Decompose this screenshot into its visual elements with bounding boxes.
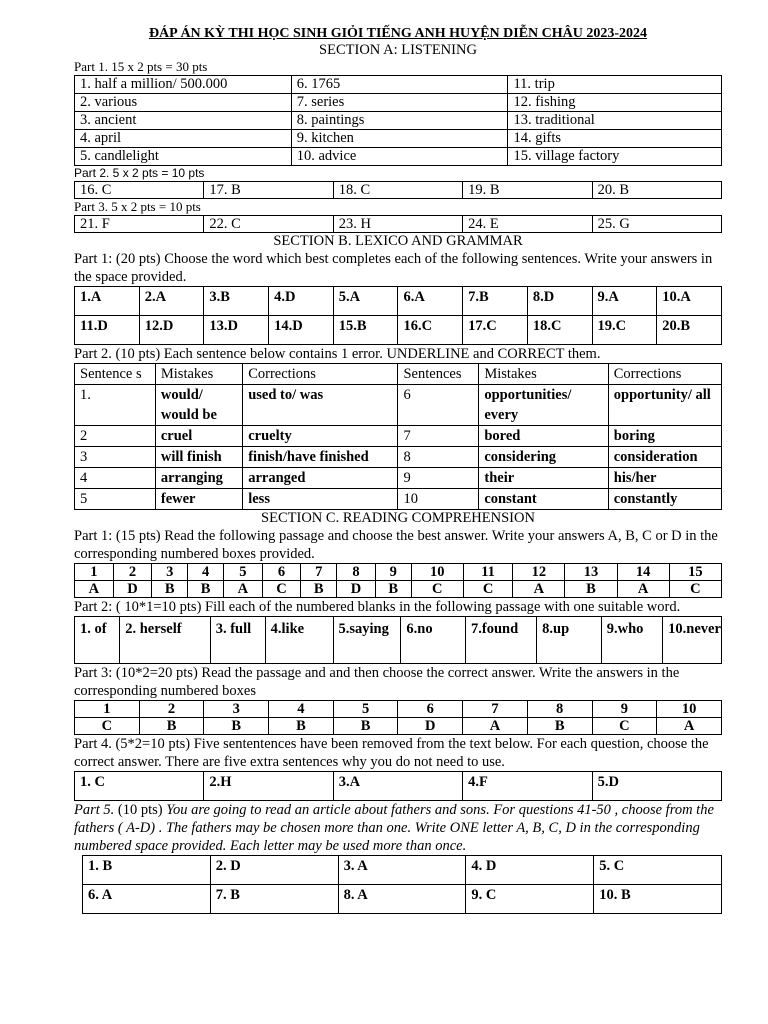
question-number-cell: 9	[375, 564, 411, 581]
answer-cell: opportunities/ every	[479, 385, 608, 426]
answer-cell: 4. D	[466, 856, 594, 885]
answer-cell: 2. herself	[120, 617, 211, 664]
answer-cell: 16.C	[398, 316, 463, 345]
answer-cell: 8.D	[527, 287, 592, 316]
answer-cell: A	[75, 581, 114, 598]
reading-part3-instructions: Part 3: (10*2=20 pts) Read the passage and and then choose the correct answer. Write the answers in the corresponding numbered boxes	[74, 665, 680, 699]
answer-cell: 6. 1765	[291, 76, 508, 94]
answer-cell: C	[75, 718, 140, 735]
table-row	[75, 76, 722, 94]
column-header: Corrections	[243, 364, 398, 385]
answer-cell: 25. G	[592, 216, 721, 233]
answer-cell: 1. half a million/ 500.000	[75, 76, 292, 94]
answer-cell: 5. C	[594, 856, 722, 885]
listening-part1-label: Part 1. 15 x 2 pts = 30 pts	[74, 59, 208, 74]
answer-cell: 1. B	[83, 856, 211, 885]
question-number-cell: 4	[269, 701, 334, 718]
section-c-heading: SECTION C. READING COMPREHENSION	[261, 510, 535, 526]
question-number-cell: 9	[592, 701, 657, 718]
answer-cell: arranging	[155, 468, 242, 489]
answer-cell: 15.B	[333, 316, 398, 345]
page-title: ĐÁP ÁN KỲ THI HỌC SINH GIỎI TIẾNG ANH HUYỆN DIỄN CHÂU 2023-2024	[148, 26, 648, 41]
answer-cell: 6.A	[398, 287, 463, 316]
answer-cell: 5.D	[592, 772, 721, 801]
answer-cell: consideration	[608, 447, 721, 468]
answer-cell: 4. april	[75, 130, 292, 148]
answer-cell: 19. B	[463, 182, 592, 199]
listening-part1-table	[74, 75, 722, 166]
answer-cell: 8	[398, 447, 479, 468]
answer-cell: 3. A	[338, 856, 466, 885]
answer-cell: 23. H	[333, 216, 462, 233]
question-number-cell: 14	[617, 564, 669, 581]
answer-cell: finish/have finished	[243, 447, 398, 468]
answer-cell: 14. gifts	[508, 130, 722, 148]
answer-cell: 7.found	[466, 617, 537, 664]
question-number-cell: 7	[301, 564, 337, 581]
table-row	[75, 489, 722, 510]
question-number-cell: 10	[657, 701, 722, 718]
lexico-part1-instructions: Part 1: (20 pts) Choose the word which best completes each of the following sentences. Write your answers in the space provided.	[74, 251, 713, 285]
answer-cell: 19.C	[592, 316, 657, 345]
answer-cell: 2. various	[75, 94, 292, 112]
answer-cell: 12. fishing	[508, 94, 722, 112]
reading-part1-table	[74, 563, 722, 598]
answer-cell: 8. paintings	[291, 112, 508, 130]
answer-cell: C	[411, 581, 463, 598]
answer-cell: 8.up	[537, 617, 602, 664]
answer-cell: B	[333, 718, 398, 735]
section-b-heading: SECTION B. LEXICO AND GRAMMAR	[273, 233, 523, 249]
answer-cell: 11.D	[75, 316, 140, 345]
reading-part5-instructions	[74, 801, 722, 855]
table-header-row	[75, 364, 722, 385]
answer-cell: B	[152, 581, 188, 598]
listening-part3-label: Part 3. 5 x 2 pts = 10 pts	[74, 199, 201, 214]
question-number-cell: 2	[113, 564, 152, 581]
answer-cell: 14.D	[269, 316, 334, 345]
answer-cell: cruel	[155, 426, 242, 447]
answer-cell: 4.D	[269, 287, 334, 316]
answer-cell: 10	[398, 489, 479, 510]
answer-cell: 3. full	[210, 617, 265, 664]
question-number-cell: 6	[262, 564, 301, 581]
question-number-cell: 15	[669, 564, 721, 581]
answer-cell: B	[375, 581, 411, 598]
column-header: Mistakes	[479, 364, 608, 385]
reading-part4-instructions: Part 4. (5*2=10 pts) Five sententences have been removed from the text below. For each question, choose the correct answer. There are five extra sentences why you do not need to use.	[74, 736, 709, 770]
answer-cell: fewer	[155, 489, 242, 510]
reading-part2-table	[74, 616, 722, 664]
part5-points: (10 pts)	[114, 802, 167, 818]
lexico-part1-table	[74, 286, 722, 345]
answer-cell: 2.H	[204, 772, 333, 801]
answer-cell: would/ would be	[155, 385, 242, 426]
reading-part3-table	[74, 700, 722, 735]
answer-cell: 8. A	[338, 885, 466, 914]
question-number-cell: 1	[75, 564, 114, 581]
answer-cell: 2. D	[210, 856, 338, 885]
column-header: Corrections	[608, 364, 721, 385]
answer-cell: 5.saying	[333, 617, 401, 664]
answer-cell: 24. E	[463, 216, 592, 233]
table-row	[75, 130, 722, 148]
answer-cell: considering	[479, 447, 608, 468]
part5-instructions-text: You are going to read an article about fathers and sons. For questions 41-50 , choose from the fathers ( A-D) . The fathers may be chosen more than one. Write ONE letter A, B, C, D in the corresponding numbered space provided. Each letter may be used more than once.	[74, 802, 714, 854]
answer-cell: bored	[479, 426, 608, 447]
answer-cell: A	[224, 581, 263, 598]
answer-cell: 6. A	[83, 885, 211, 914]
answer-cell: B	[565, 581, 617, 598]
question-number-cell: 8	[337, 564, 376, 581]
answer-cell: used to/ was	[243, 385, 398, 426]
answer-cell: 1.A	[75, 287, 140, 316]
question-number-cell: 6	[398, 701, 463, 718]
answer-cell: their	[479, 468, 608, 489]
answer-cell: 13.D	[204, 316, 269, 345]
question-number-cell: 3	[152, 564, 188, 581]
table-row	[75, 385, 722, 426]
question-number-cell: 13	[565, 564, 617, 581]
answer-cell: 3. ancient	[75, 112, 292, 130]
answer-cell: his/her	[608, 468, 721, 489]
reading-part2-instructions: Part 2: ( 10*1=10 pts) Fill each of the numbered blanks in the following passage with one suitable word.	[74, 599, 681, 615]
part5-label: Part 5.	[74, 802, 115, 818]
reading-part5-table	[82, 855, 722, 914]
table-row	[75, 112, 722, 130]
answer-cell: constantly	[608, 489, 721, 510]
answer-cell: 17. B	[204, 182, 333, 199]
answer-cell: 2	[75, 426, 156, 447]
question-number-cell: 4	[188, 564, 224, 581]
answer-cell: less	[243, 489, 398, 510]
answer-cell: 1.	[75, 385, 156, 426]
answer-cell: 5. candlelight	[75, 148, 292, 166]
answer-cell: A	[657, 718, 722, 735]
answer-cell: A	[513, 581, 565, 598]
answer-cell: 11. trip	[508, 76, 722, 94]
answer-cell: B	[527, 718, 592, 735]
answer-cell: 6	[398, 385, 479, 426]
answer-cell: C	[463, 581, 512, 598]
answer-cell: will finish	[155, 447, 242, 468]
answer-cell: 10.never	[663, 617, 722, 664]
listening-part2-table	[74, 181, 722, 199]
section-a-heading: SECTION A: LISTENING	[319, 42, 477, 58]
question-number-cell: 3	[204, 701, 269, 718]
question-number-cell: 11	[463, 564, 512, 581]
question-number-cell: 1	[75, 701, 140, 718]
answer-cell: 1. of	[75, 617, 120, 664]
answer-cell: 21. F	[75, 216, 204, 233]
answer-cell: B	[204, 718, 269, 735]
lexico-part2-instructions: Part 2. (10 pts) Each sentence below contains 1 error. UNDERLINE and CORRECT them.	[74, 346, 601, 362]
answer-cell: 9. C	[466, 885, 594, 914]
answer-cell: 5	[75, 489, 156, 510]
column-header: Sentence s	[75, 364, 156, 385]
answer-cell: 9	[398, 468, 479, 489]
answer-cell: 3.B	[204, 287, 269, 316]
answer-cell: 7. series	[291, 94, 508, 112]
column-header: Mistakes	[155, 364, 242, 385]
answer-cell: 9.who	[601, 617, 662, 664]
answer-key-page	[74, 26, 722, 914]
answer-cell: A	[617, 581, 669, 598]
answer-cell: 16. C	[75, 182, 204, 199]
answer-cell: 12.D	[139, 316, 204, 345]
answer-cell: 2.A	[139, 287, 204, 316]
answer-cell: 9. kitchen	[291, 130, 508, 148]
table-row	[75, 148, 722, 166]
answer-cell: 4.like	[265, 617, 333, 664]
listening-part2-label: Part 2. 5 x 2 pts = 10 pts	[74, 166, 205, 180]
column-header: Sentences	[398, 364, 479, 385]
question-number-cell: 7	[463, 701, 528, 718]
table-row	[75, 447, 722, 468]
error-correction-table	[74, 363, 722, 510]
answer-cell: 20.B	[657, 316, 722, 345]
answer-cell: 1. C	[75, 772, 204, 801]
reading-part4-table	[74, 771, 722, 801]
reading-part1-instructions: Part 1: (15 pts) Read the following passage and choose the best answer. Write your answers A, B, C or D in the corresponding numbered boxes provided.	[74, 528, 718, 562]
answer-cell: 18. C	[333, 182, 462, 199]
answer-cell: D	[337, 581, 376, 598]
listening-part3-table	[74, 215, 722, 233]
answer-cell: C	[262, 581, 301, 598]
answer-cell: 15. village factory	[508, 148, 722, 166]
answer-cell: B	[188, 581, 224, 598]
answer-cell: 10. B	[594, 885, 722, 914]
table-row	[75, 94, 722, 112]
answer-cell: opportunity/ all	[608, 385, 721, 426]
answer-cell: 22. C	[204, 216, 333, 233]
answer-cell: B	[301, 581, 337, 598]
answer-cell: 3	[75, 447, 156, 468]
answer-cell: boring	[608, 426, 721, 447]
answer-cell: A	[463, 718, 528, 735]
answer-cell: constant	[479, 489, 608, 510]
answer-cell: B	[269, 718, 334, 735]
answer-cell: arranged	[243, 468, 398, 489]
question-number-cell: 5	[333, 701, 398, 718]
table-row	[75, 426, 722, 447]
answer-cell: 7	[398, 426, 479, 447]
question-number-cell: 2	[139, 701, 204, 718]
answer-cell: C	[592, 718, 657, 735]
question-number-cell: 5	[224, 564, 263, 581]
answer-cell: 9.A	[592, 287, 657, 316]
answer-cell: 3.A	[333, 772, 462, 801]
answer-cell: D	[113, 581, 152, 598]
answer-cell: 10.A	[657, 287, 722, 316]
answer-cell: B	[139, 718, 204, 735]
answer-cell: 17.C	[463, 316, 528, 345]
answer-cell: 20. B	[592, 182, 721, 199]
answer-cell: 10. advice	[291, 148, 508, 166]
answer-cell: cruelty	[243, 426, 398, 447]
answer-cell: 7. B	[210, 885, 338, 914]
answer-cell: 7.B	[463, 287, 528, 316]
question-number-cell: 8	[527, 701, 592, 718]
answer-cell: 4	[75, 468, 156, 489]
question-number-cell: 10	[411, 564, 463, 581]
answer-cell: 6.no	[401, 617, 466, 664]
answer-cell: 5.A	[333, 287, 398, 316]
answer-cell: 13. traditional	[508, 112, 722, 130]
table-row	[75, 468, 722, 489]
answer-cell: C	[669, 581, 721, 598]
answer-cell: 18.C	[527, 316, 592, 345]
answer-cell: 4.F	[463, 772, 592, 801]
question-number-cell: 12	[513, 564, 565, 581]
answer-cell: D	[398, 718, 463, 735]
